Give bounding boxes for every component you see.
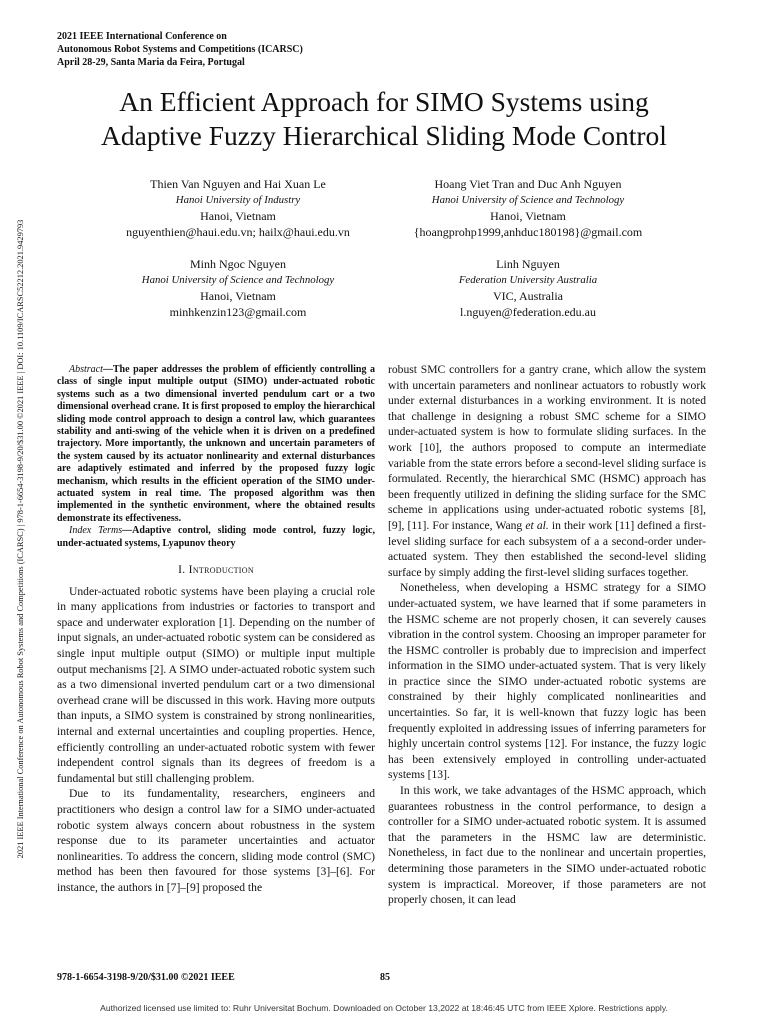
page-number: 85 xyxy=(380,972,390,983)
author-block-4 xyxy=(378,256,678,320)
author-names: Minh Ngoc Nguyen xyxy=(190,257,286,271)
right-p1-before: robust SMC controllers for a gantry crane, which allow the system with uncertain parameters and nonlinear actuators to robustly work under external disturbances in a working environment. It is noted that challenge in designing a robust SMC scheme for a SIMO under-actuated system is how to formulate sliding surfaces. In the work [10], the authors proposed to compute an intermediate variable from the state errors before a second-level sliding surface is formulated. Recently, the hierarchical SMC (HSMC) approach has been frequently utilized in defining the sliding surface for the SMC scheme in applications using under-actuated robotic systems [8], [9], [11]. For instance, Wang xyxy=(388,363,706,532)
conference-line-3: April 28-29, Santa Maria da Feira, Portugal xyxy=(57,57,245,68)
author-email[interactable]: {hoangprohp1999,anhduc180198}@gmail.com xyxy=(413,225,643,239)
author-location: Hanoi, Vietnam xyxy=(200,209,276,223)
author-affiliation: Hanoi University of Industry xyxy=(175,194,301,206)
conference-line-2: Autonomous Robot Systems and Competitions (ICARSC) xyxy=(57,44,303,55)
author-location: Hanoi, Vietnam xyxy=(200,289,276,303)
title-line-1: An Efficient Approach for SIMO Systems using xyxy=(119,86,649,117)
author-names: Hoang Viet Tran and Duc Anh Nguyen xyxy=(434,177,622,191)
conference-header xyxy=(57,30,303,69)
right-p1-after: in their work [11] defined a first-level sliding surface for each subsystem of a a second-order under-actuated system. They then established the second-level sliding surface by simply adding the first-level sliding surfaces together. xyxy=(388,518,706,579)
footer-isbn: 978-1-6654-3198-9/20/$31.00 ©2021 IEEE xyxy=(57,972,235,983)
author-location: Hanoi, Vietnam xyxy=(490,209,566,223)
abstract xyxy=(57,364,375,550)
right-paragraph-3: In this work, we take advantages of the HSMC approach, which guarantees robustness in the control performance, to design a controller for a SIMO under-actuated robotic system. It is assumed that the parameters in the HSMC law are deterministic. Nonetheless, in fact due to the nonlinear and uncertain properties, determining those parameters in the SIMO under-actuated robotic system is impractical. Moreover, if those parameters are not properly chosen, it can lead xyxy=(388,784,706,907)
author-affiliation: Federation University Australia xyxy=(458,274,598,286)
author-email[interactable]: nguyenthien@haui.edu.vn; hailx@haui.edu.vn xyxy=(126,225,350,239)
left-column xyxy=(57,364,375,896)
license-notice: Authorized licensed use limited to: Ruhr Universitat Bochum. Downloaded on October 13,2022 at 18:46:45 UTC from IEEE Xplore. Restrictions apply. xyxy=(100,1003,668,1013)
right-p1-etal: et al. xyxy=(525,518,549,532)
author-affiliation: Hanoi University of Science and Technology xyxy=(141,274,335,286)
author-block-2 xyxy=(378,176,678,240)
intro-paragraph-2: Due to its fundamentality, researchers, engineers and practitioners who design a control law for a SIMO under-actuated robotic system always concern about robustness in the system response due to its parameter uncertainties and actuator nonlinearities. To address the concern, sliding mode control (SMC) method has been then favoured for those systems [3]–[6]. For instance, the authors in [7]–[9] proposed the xyxy=(57,787,375,894)
index-terms: —Adaptive control, sliding mode control, fuzzy logic, under-actuated systems, Lyapunov theory xyxy=(57,525,375,549)
doi-sidebar: 2021 IEEE International Conference on Autonomous Robot Systems and Competitions (ICARSC) | 978-1-6654-3198-9/20/$31.00 ©2021 IEEE | DOI: 10.1109/ICARSC52212.2021.9429793 xyxy=(16,219,25,859)
author-email[interactable]: minhkenzin123@gmail.com xyxy=(169,305,307,319)
paper-title xyxy=(40,85,728,153)
right-column xyxy=(388,362,706,908)
section-title: Introduction xyxy=(188,563,254,577)
author-block-3 xyxy=(88,256,388,320)
section-number: I. xyxy=(178,563,186,577)
abstract-label: Abstract xyxy=(69,364,103,375)
right-paragraph-1 xyxy=(388,362,706,580)
conference-line-1: 2021 IEEE International Conference on xyxy=(57,31,227,42)
author-names: Thien Van Nguyen and Hai Xuan Le xyxy=(150,177,326,191)
author-affiliation: Hanoi University of Science and Technology xyxy=(431,194,625,206)
author-names: Linh Nguyen xyxy=(496,257,560,271)
abstract-text: —The paper addresses the problem of efficiently controlling a class of single input multiple output (SIMO) under-actuated robotic systems such as a two dimensional inverted pendulum cart or a two dimensional overhead crane. It is first proposed to employ the hierarchical sliding mode control approach to design a control law, which guarantees stability and anti-swing of the vehicle when it is driven on a predefined trajectory. More importantly, the unknown and uncertain parameters of the system caused by its actuator nonlinearity and external disturbances are adaptively estimated and inferred by the proposed fuzzy logic mechanism, which results in the efficient operation of the SIMO under-actuated system in real time. The proposed algorithm was then implemented in the synthetic environment, where the obtained results demonstrate its effectiveness. xyxy=(57,364,375,524)
index-terms-label: Index Terms xyxy=(69,525,123,537)
title-line-2: Adaptive Fuzzy Hierarchical Sliding Mode Control xyxy=(101,120,667,151)
author-block-1 xyxy=(88,176,388,240)
author-location: VIC, Australia xyxy=(493,289,563,303)
section-heading xyxy=(57,562,375,578)
intro-paragraph-1: Under-actuated robotic systems have been playing a crucial role in many applications from industries or factories to transport and space and underwater exploration [1]. Depending on the number of input signals, an under-actuated robotic system can be considered as single input multiple output (SIMO) or multiple input multiple output mechanisms [2]. A SIMO under-actuated robotic system such as a two dimensional inverted pendulum cart or a two dimensional overhead crane will be discussed in this work. Having more outputs than inputs, a SIMO system is constrained by strong nonlinearities, internal and external uncertainties and coupling properties. Hence, efficiently controlling an under-actuated robotic system with fewer independent control signals than its degrees of freedom is a fundamental but still challenging problem. xyxy=(57,584,375,785)
right-paragraph-2: Nonetheless, when developing a HSMC strategy for a SIMO under-actuated system, we have learned that if some parameters in the HSMC scheme are not properly chosen, it can severely causes vibration in the control system. Choosing an improper parameter for the HSMC controller is probably due to imprecision and imperfect information in the SIMO under-actuated system. That is very likely in practice since the SIMO under-actuated robotic systems are constrained by their highly complicated nonlinearities and uncertainties. So far, it is well-known that fuzzy logic has been frequently exploited in addressing issues of inferring parameters for highly uncertain control systems [12]. For instance, the fuzzy logic has been extensively employed in controlling under-actuated systems [13]. xyxy=(388,581,706,782)
author-email[interactable]: l.nguyen@federation.edu.au xyxy=(459,305,596,319)
